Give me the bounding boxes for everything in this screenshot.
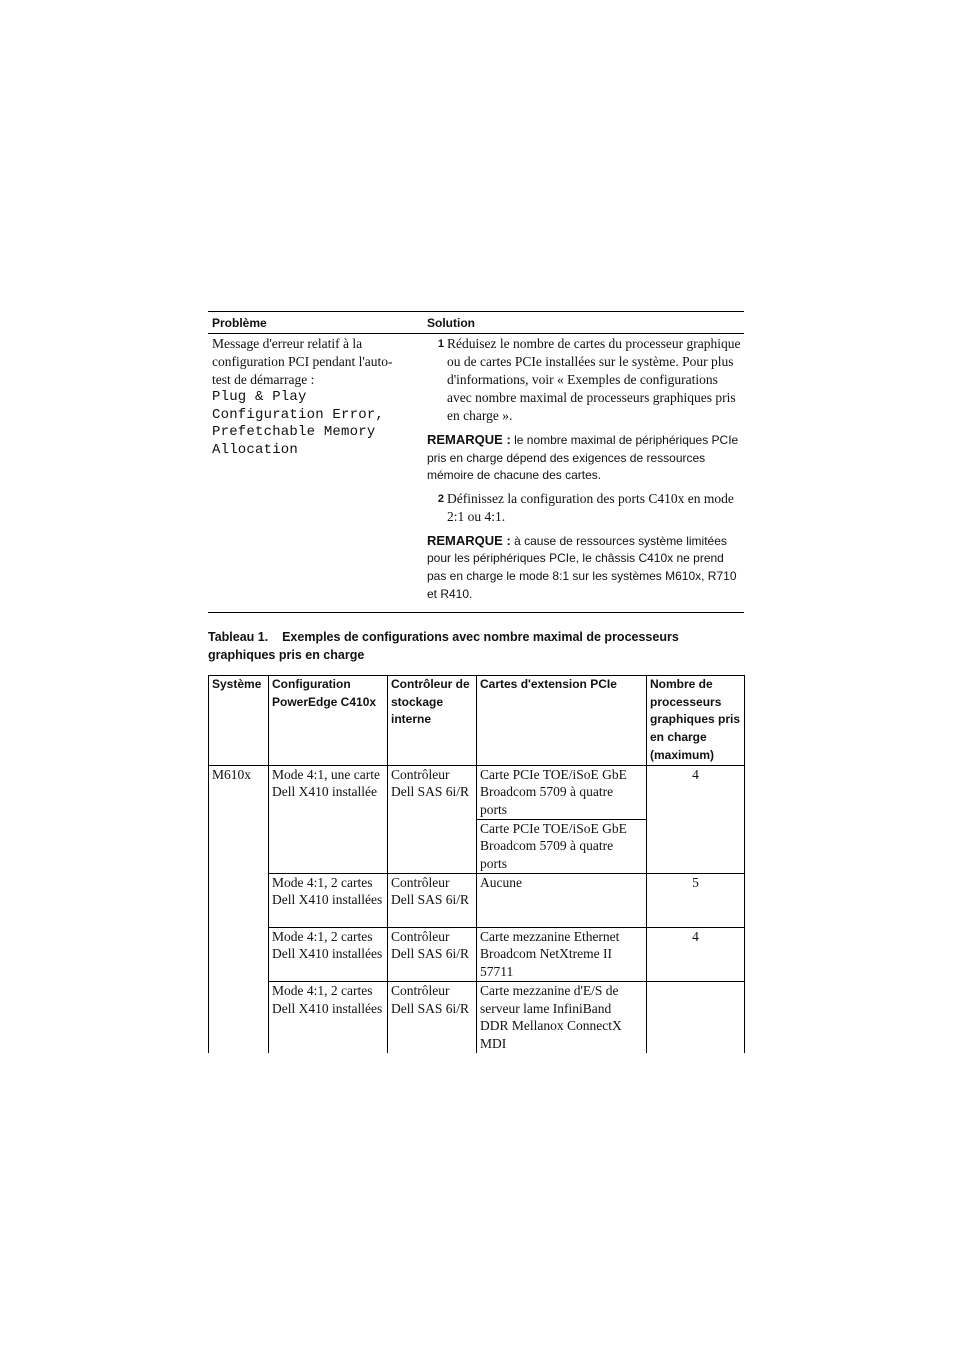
- configuration-cell: Mode 4:1, 2 cartes Dell X410 installées: [269, 981, 388, 1053]
- problem-text-line: Message d'erreur relatif à la: [212, 336, 363, 351]
- note-text: le nombre maximal de périphériques PCIe pris en charge dépend des exigences de ressources mémoire de chacune des cartes.: [427, 433, 739, 483]
- gpus-cell: 4: [647, 927, 745, 981]
- problem-cell: [208, 334, 423, 612]
- error-code-line: Prefetchable Memory: [212, 424, 376, 441]
- header-solution: Solution: [427, 315, 475, 330]
- step-text: Définissez la configuration des ports C410x en mode 2:1 ou 4:1.: [447, 490, 734, 524]
- header-problem: Problème: [212, 315, 267, 330]
- error-code-line: Plug & Play: [212, 389, 307, 405]
- table-row: [209, 927, 745, 981]
- cards-cell: Carte mezzanine Ethernet Broadcom NetXtreme II 57711: [477, 927, 647, 981]
- col-header-system: Système: [209, 676, 269, 766]
- table-header-row: [209, 676, 745, 766]
- solution-step-1: [427, 335, 744, 425]
- gpu-config-table: [208, 675, 745, 1053]
- controller-cell: Contrôleur Dell SAS 6i/R: [388, 873, 477, 927]
- configuration-cell: Mode 4:1, 2 cartes Dell X410 installées: [269, 873, 388, 927]
- controller-cell: Contrôleur Dell SAS 6i/R: [388, 765, 477, 873]
- table-row: [209, 765, 745, 819]
- col-header-gpus: Nombre de processeurs graphiques pris en charge (maximum): [647, 676, 745, 766]
- gpus-cell: 4: [647, 765, 745, 873]
- table-caption: Tableau 1. Exemples de configurations avec nombre maximal de processeurs graphiques pris en charge: [208, 630, 683, 662]
- table-row: [209, 981, 745, 1053]
- gpus-cell: [647, 981, 745, 1053]
- note-2: [427, 532, 744, 603]
- problem-solution-table: [208, 311, 744, 613]
- col-header-cards: Cartes d'extension PCIe: [477, 676, 647, 766]
- note-1: [427, 431, 744, 485]
- controller-cell: Contrôleur Dell SAS 6i/R: [388, 981, 477, 1053]
- configuration-cell: Mode 4:1, 2 cartes Dell X410 installées: [269, 927, 388, 981]
- note-label: REMARQUE :: [427, 432, 511, 447]
- step-number: 2: [437, 492, 444, 505]
- note-text: à cause de ressources système limitées pour les périphériques PCIe, le châssis C410x ne prend pas en charge le mode 8:1 sur les systèmes M610x, R710 et R410.: [427, 533, 737, 601]
- error-code-line: Allocation: [212, 442, 299, 459]
- problem-text-line: configuration PCI pendant l'auto-: [212, 354, 393, 369]
- solution-cell: [423, 334, 744, 612]
- cards-cell: Carte PCIe TOE/iSoE GbE Broadcom 5709 à quatre ports: [477, 765, 647, 819]
- cards-cell: Carte PCIe TOE/iSoE GbE Broadcom 5709 à quatre ports: [477, 819, 647, 873]
- note-label: REMARQUE :: [427, 532, 511, 548]
- step-number: 1: [437, 338, 444, 350]
- system-cell: M610x: [209, 765, 269, 1053]
- col-header-configuration: Configuration PowerEdge C410x: [269, 676, 388, 766]
- step-text: Réduisez le nombre de cartes du processeur graphique ou de cartes PCIe installées sur le système. Pour plus d'informations, voir « Exemples de configurations avec nombre maximal de processeurs graphiques pris en charge ».: [447, 336, 741, 423]
- solution-step-2: [427, 490, 744, 526]
- col-header-controller: Contrôleur de stockage interne: [388, 676, 477, 766]
- table-row: [209, 873, 745, 927]
- cards-cell: Aucune: [477, 873, 647, 927]
- gpus-cell: 5: [647, 873, 745, 927]
- error-code-line: Configuration Error,: [212, 406, 385, 423]
- controller-cell: Contrôleur Dell SAS 6i/R: [388, 927, 477, 981]
- cards-cell: Carte mezzanine d'E/S de serveur lame InfiniBand DDR Mellanox ConnectX MDI: [477, 981, 647, 1053]
- problem-text-line: test de démarrage :: [212, 372, 315, 387]
- problem-solution-header: [208, 312, 744, 334]
- configuration-cell: Mode 4:1, une carte Dell X410 installée: [269, 765, 388, 873]
- problem-solution-row: [208, 334, 744, 612]
